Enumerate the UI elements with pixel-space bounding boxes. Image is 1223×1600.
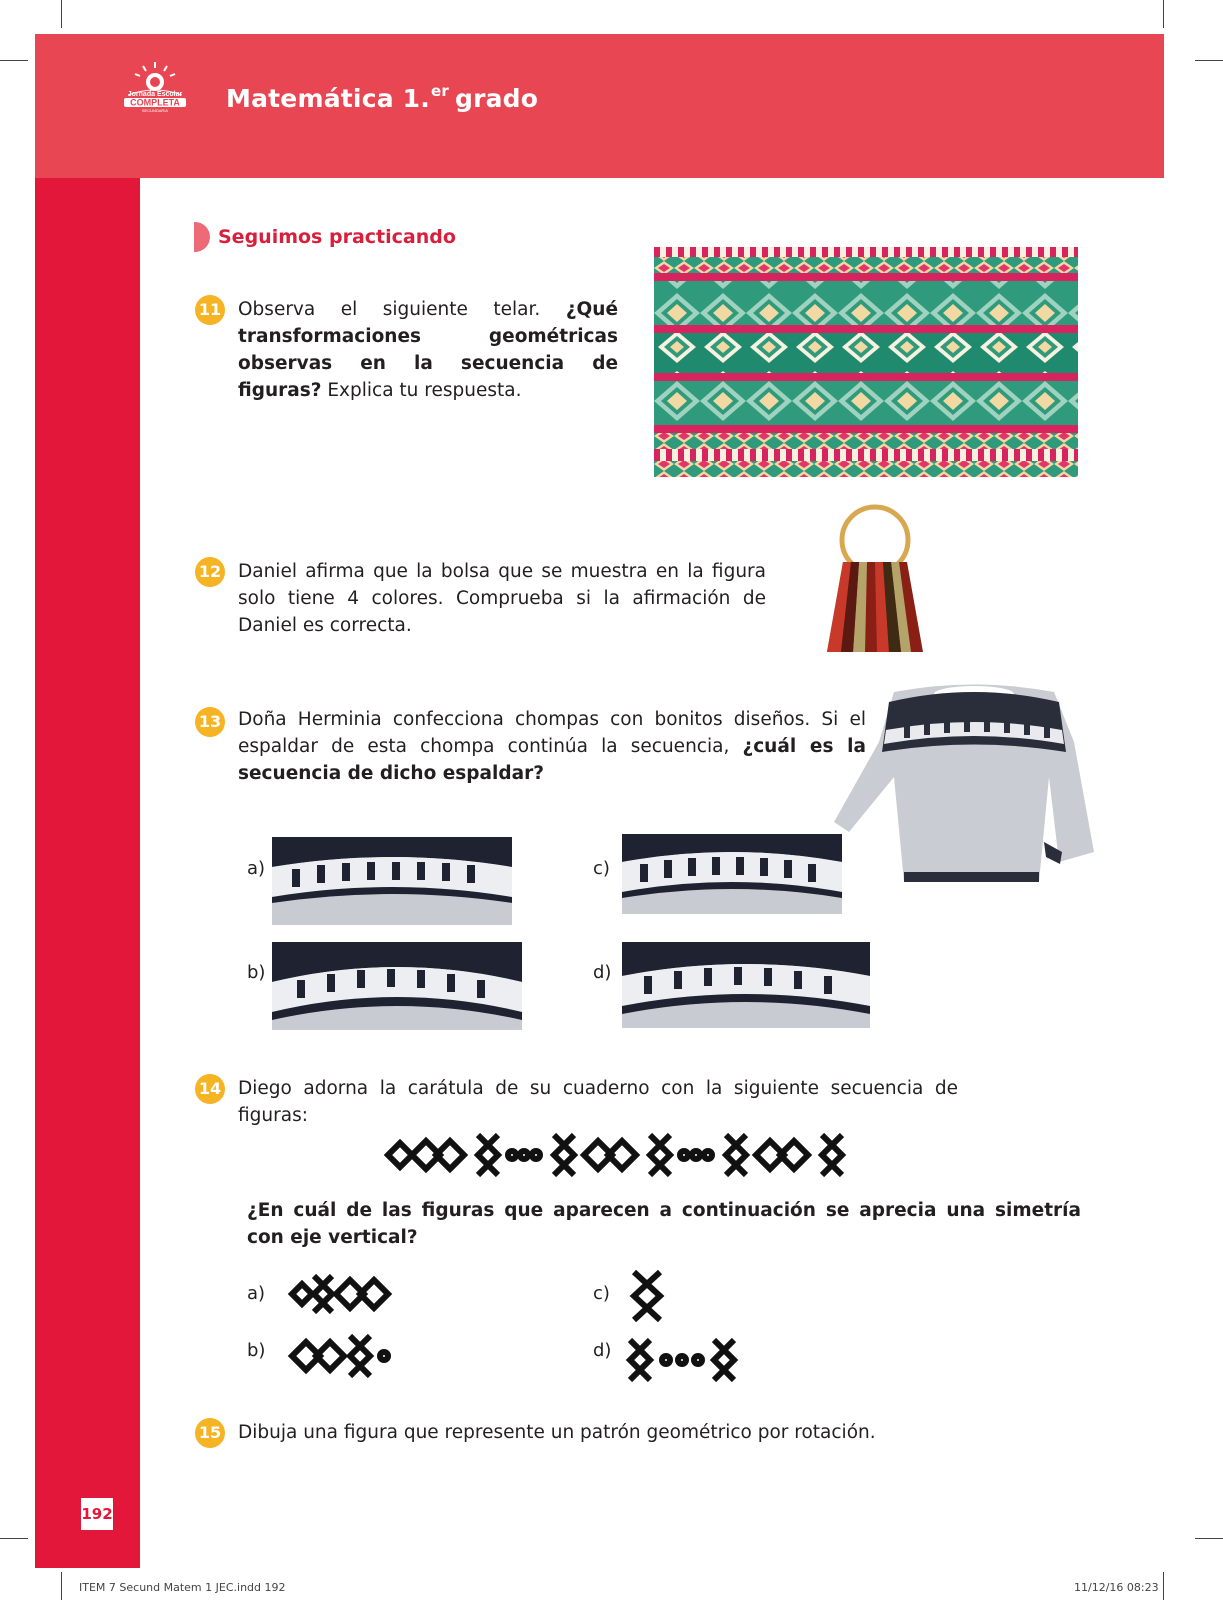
option-label-d: d): [593, 962, 612, 983]
sweater-yoke-option-b[interactable]: [272, 942, 522, 1030]
sweater-yoke-option-c[interactable]: [622, 834, 842, 914]
question-14-text: Diego adorna la carátula de su cuaderno con la siguiente secuencia de figuras:: [238, 1078, 958, 1126]
question-number-11: 11: [195, 295, 225, 325]
option-label-b: b): [247, 962, 266, 983]
question-12-text: Daniel afirma que la bolsa que se muestra en la figura solo tiene 4 colores. Comprueba si la afirmación de Daniel es correcta.: [238, 561, 766, 636]
crop-mark: [61, 1572, 62, 1600]
sweater-yoke-option-d[interactable]: [622, 942, 870, 1028]
option-label-a: a): [247, 858, 266, 879]
sidebar-band: [35, 178, 140, 1568]
figure-option-c[interactable]: [626, 1266, 670, 1326]
option-label-a: a): [247, 1283, 266, 1304]
figure-option-a[interactable]: [286, 1270, 396, 1318]
sweater-image: [834, 682, 1114, 892]
question-14-prompt: ¿En cuál de las figuras que aparecen a continuación se aprecia una simetría con eje vertical?: [247, 1200, 1081, 1248]
figure-option-d[interactable]: [624, 1332, 742, 1388]
option-label-b: b): [247, 1340, 266, 1361]
svg-text:Jornada Escolar: Jornada Escolar: [127, 91, 183, 98]
question-15-text: Dibuja una figura que represente un patrón geométrico por rotación.: [238, 1422, 876, 1443]
crop-mark: [0, 1538, 28, 1539]
figure-option-b[interactable]: [288, 1330, 398, 1382]
jornada-escolar-logo: [110, 60, 200, 113]
question-number-15: 15: [195, 1418, 225, 1448]
page-title: Matemática 1.$^{er}$ grado: [226, 82, 539, 113]
page-header: [35, 34, 1164, 178]
crop-mark: [61, 0, 62, 28]
question-number-13: 13: [195, 707, 225, 737]
page-number: 192: [81, 1498, 113, 1530]
section-title: Seguimos practicando: [218, 226, 456, 248]
striped-bag-image: [815, 502, 935, 662]
option-label-d: d): [593, 1340, 612, 1361]
question-number-14: 14: [195, 1074, 225, 1104]
option-label-c: c): [593, 858, 610, 879]
svg-text:COMPLETA: COMPLETA: [130, 97, 180, 108]
section-marker: [194, 222, 210, 252]
svg-text:SECUNDARIA: SECUNDARIA: [141, 108, 169, 113]
question-11-text: Observa el siguiente telar. ¿Qué transformaciones geométricas observas en la secuencia de figuras? Explica tu respuesta.: [238, 299, 618, 401]
crop-mark: [1195, 1538, 1223, 1539]
footer-timestamp: 11/12/16 08:23: [1074, 1581, 1159, 1594]
crop-mark: [0, 60, 28, 61]
woven-textile-image: [654, 247, 1078, 477]
crop-mark: [1163, 1572, 1164, 1600]
sweater-yoke-option-a[interactable]: [272, 837, 512, 925]
option-label-c: c): [593, 1283, 610, 1304]
crop-mark: [1195, 60, 1223, 61]
question-13-text: Doña Herminia confecciona chompas con bonitos diseños. Si el espaldar de esta chompa continúa la secuencia, ¿cuál es la secuencia de dicho espaldar?: [238, 709, 866, 784]
question-number-12: 12: [195, 557, 225, 587]
crop-mark: [1163, 0, 1164, 28]
chakana-sequence-image: [378, 1125, 856, 1185]
footer-file-info: ITEM 7 Secund Matem 1 JEC.indd 192: [79, 1581, 286, 1594]
